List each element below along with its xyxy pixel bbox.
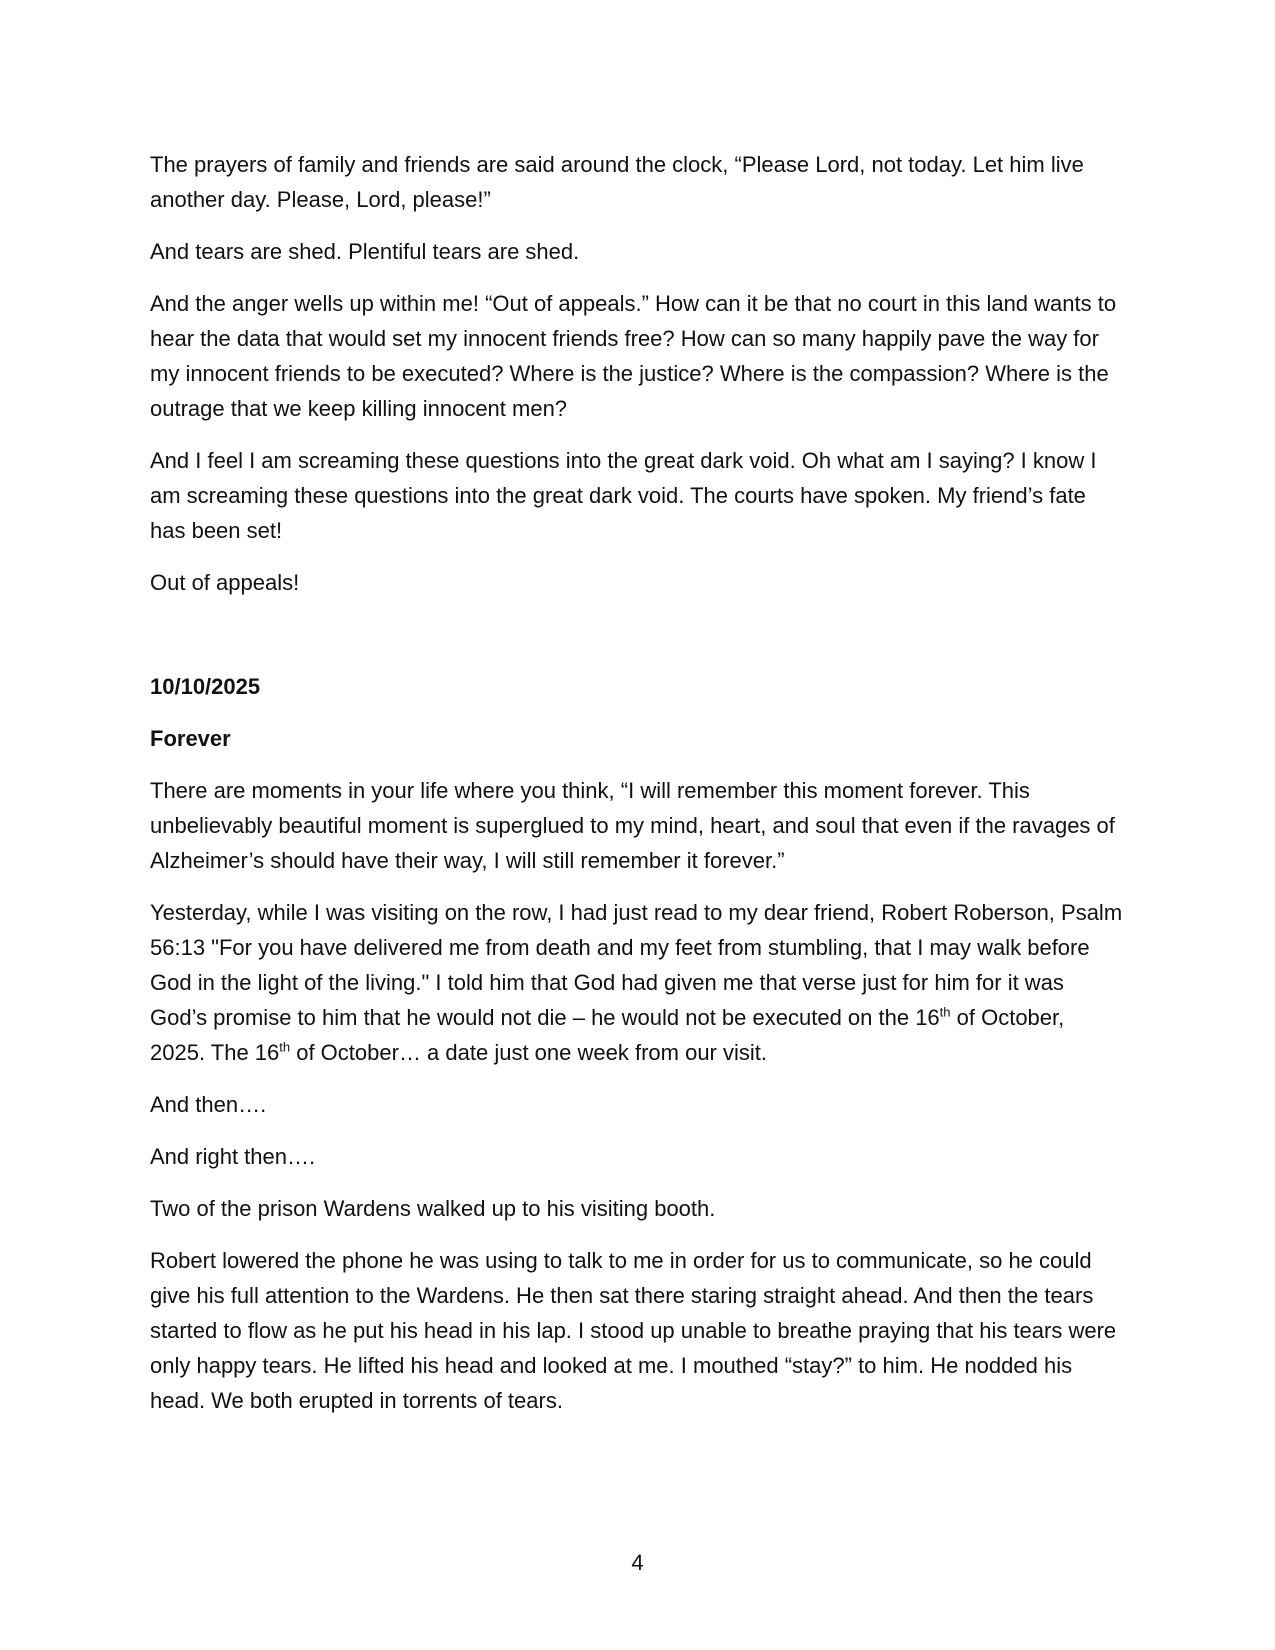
paragraph-wardens: Two of the prison Wardens walked up to his visiting booth.	[150, 1196, 716, 1221]
page-number: 4	[631, 1550, 644, 1575]
paragraph-out-of-appeals: Out of appeals!	[150, 570, 300, 595]
ordinal-suffix-2: th	[279, 1039, 291, 1055]
paragraph-screaming: And I feel I am screaming these questions into the great dark void. Oh what am I saying? I know I am screaming these questions into the great dark void. The courts have spoken. My friend’s fate has been set!	[150, 448, 1097, 543]
paragraph-moments: There are moments in your life where you think, “I will remember this moment forever. This unbelievably beautiful moment is superglued to my mind, heart, and soul that even if the ravages of Alzheimer’s should have their way, I will still remember it forever.”	[150, 778, 1115, 873]
entry-date: 10/10/2025	[150, 674, 261, 699]
paragraph-robert: Robert lowered the phone he was using to talk to me in order for us to communicate, so he could give his full attention to the Wardens. He then sat there staring straight ahead. And then the tears started to flow as he put his head in his lap. I stood up unable to breathe praying that his tears were only happy tears. He lifted his head and looked at me. I mouthed “stay?” to him. He nodded his head. We both erupted in torrents of tears.	[150, 1248, 1117, 1413]
paragraph-right-then: And right then….	[150, 1144, 316, 1169]
document-page	[150, 147, 1125, 1435]
paragraph-prayers: The prayers of family and friends are said around the clock, “Please Lord, not today. Let him live another day. Please, Lord, please!”	[150, 152, 1084, 212]
paragraph-and-then: And then….	[150, 1092, 267, 1117]
paragraph-anger: And the anger wells up within me! “Out of appeals.” How can it be that no court in this land wants to hear the data that would set my innocent friends free? How can so many happily pave the way for my innocent friends to be executed? Where is the justice? Where is the compassion? Where is the outrage that we keep killing innocent men?	[150, 291, 1117, 421]
ordinal-suffix-1: th	[939, 1004, 951, 1020]
paragraph-yesterday	[150, 895, 1125, 1070]
section-spacer	[150, 617, 1125, 669]
yesterday-text-3: of October… a date just one week from our visit.	[290, 1040, 767, 1065]
yesterday-text-1: Yesterday, while I was visiting on the row, I had just read to my dear friend, Robert Roberson, Psalm 56:13 "For you have delivered me from death and my feet from stumbling, that I may walk before God in the light of the living." I told him that God had given me that verse just for him for it was God’s promise to him that he would not die – he would not be executed on the 16	[150, 900, 1123, 1030]
entry-title: Forever	[150, 726, 231, 751]
yesterday-text-2: of October, 2025. The 16	[150, 1005, 1065, 1065]
paragraph-tears: And tears are shed. Plentiful tears are shed.	[150, 239, 580, 264]
